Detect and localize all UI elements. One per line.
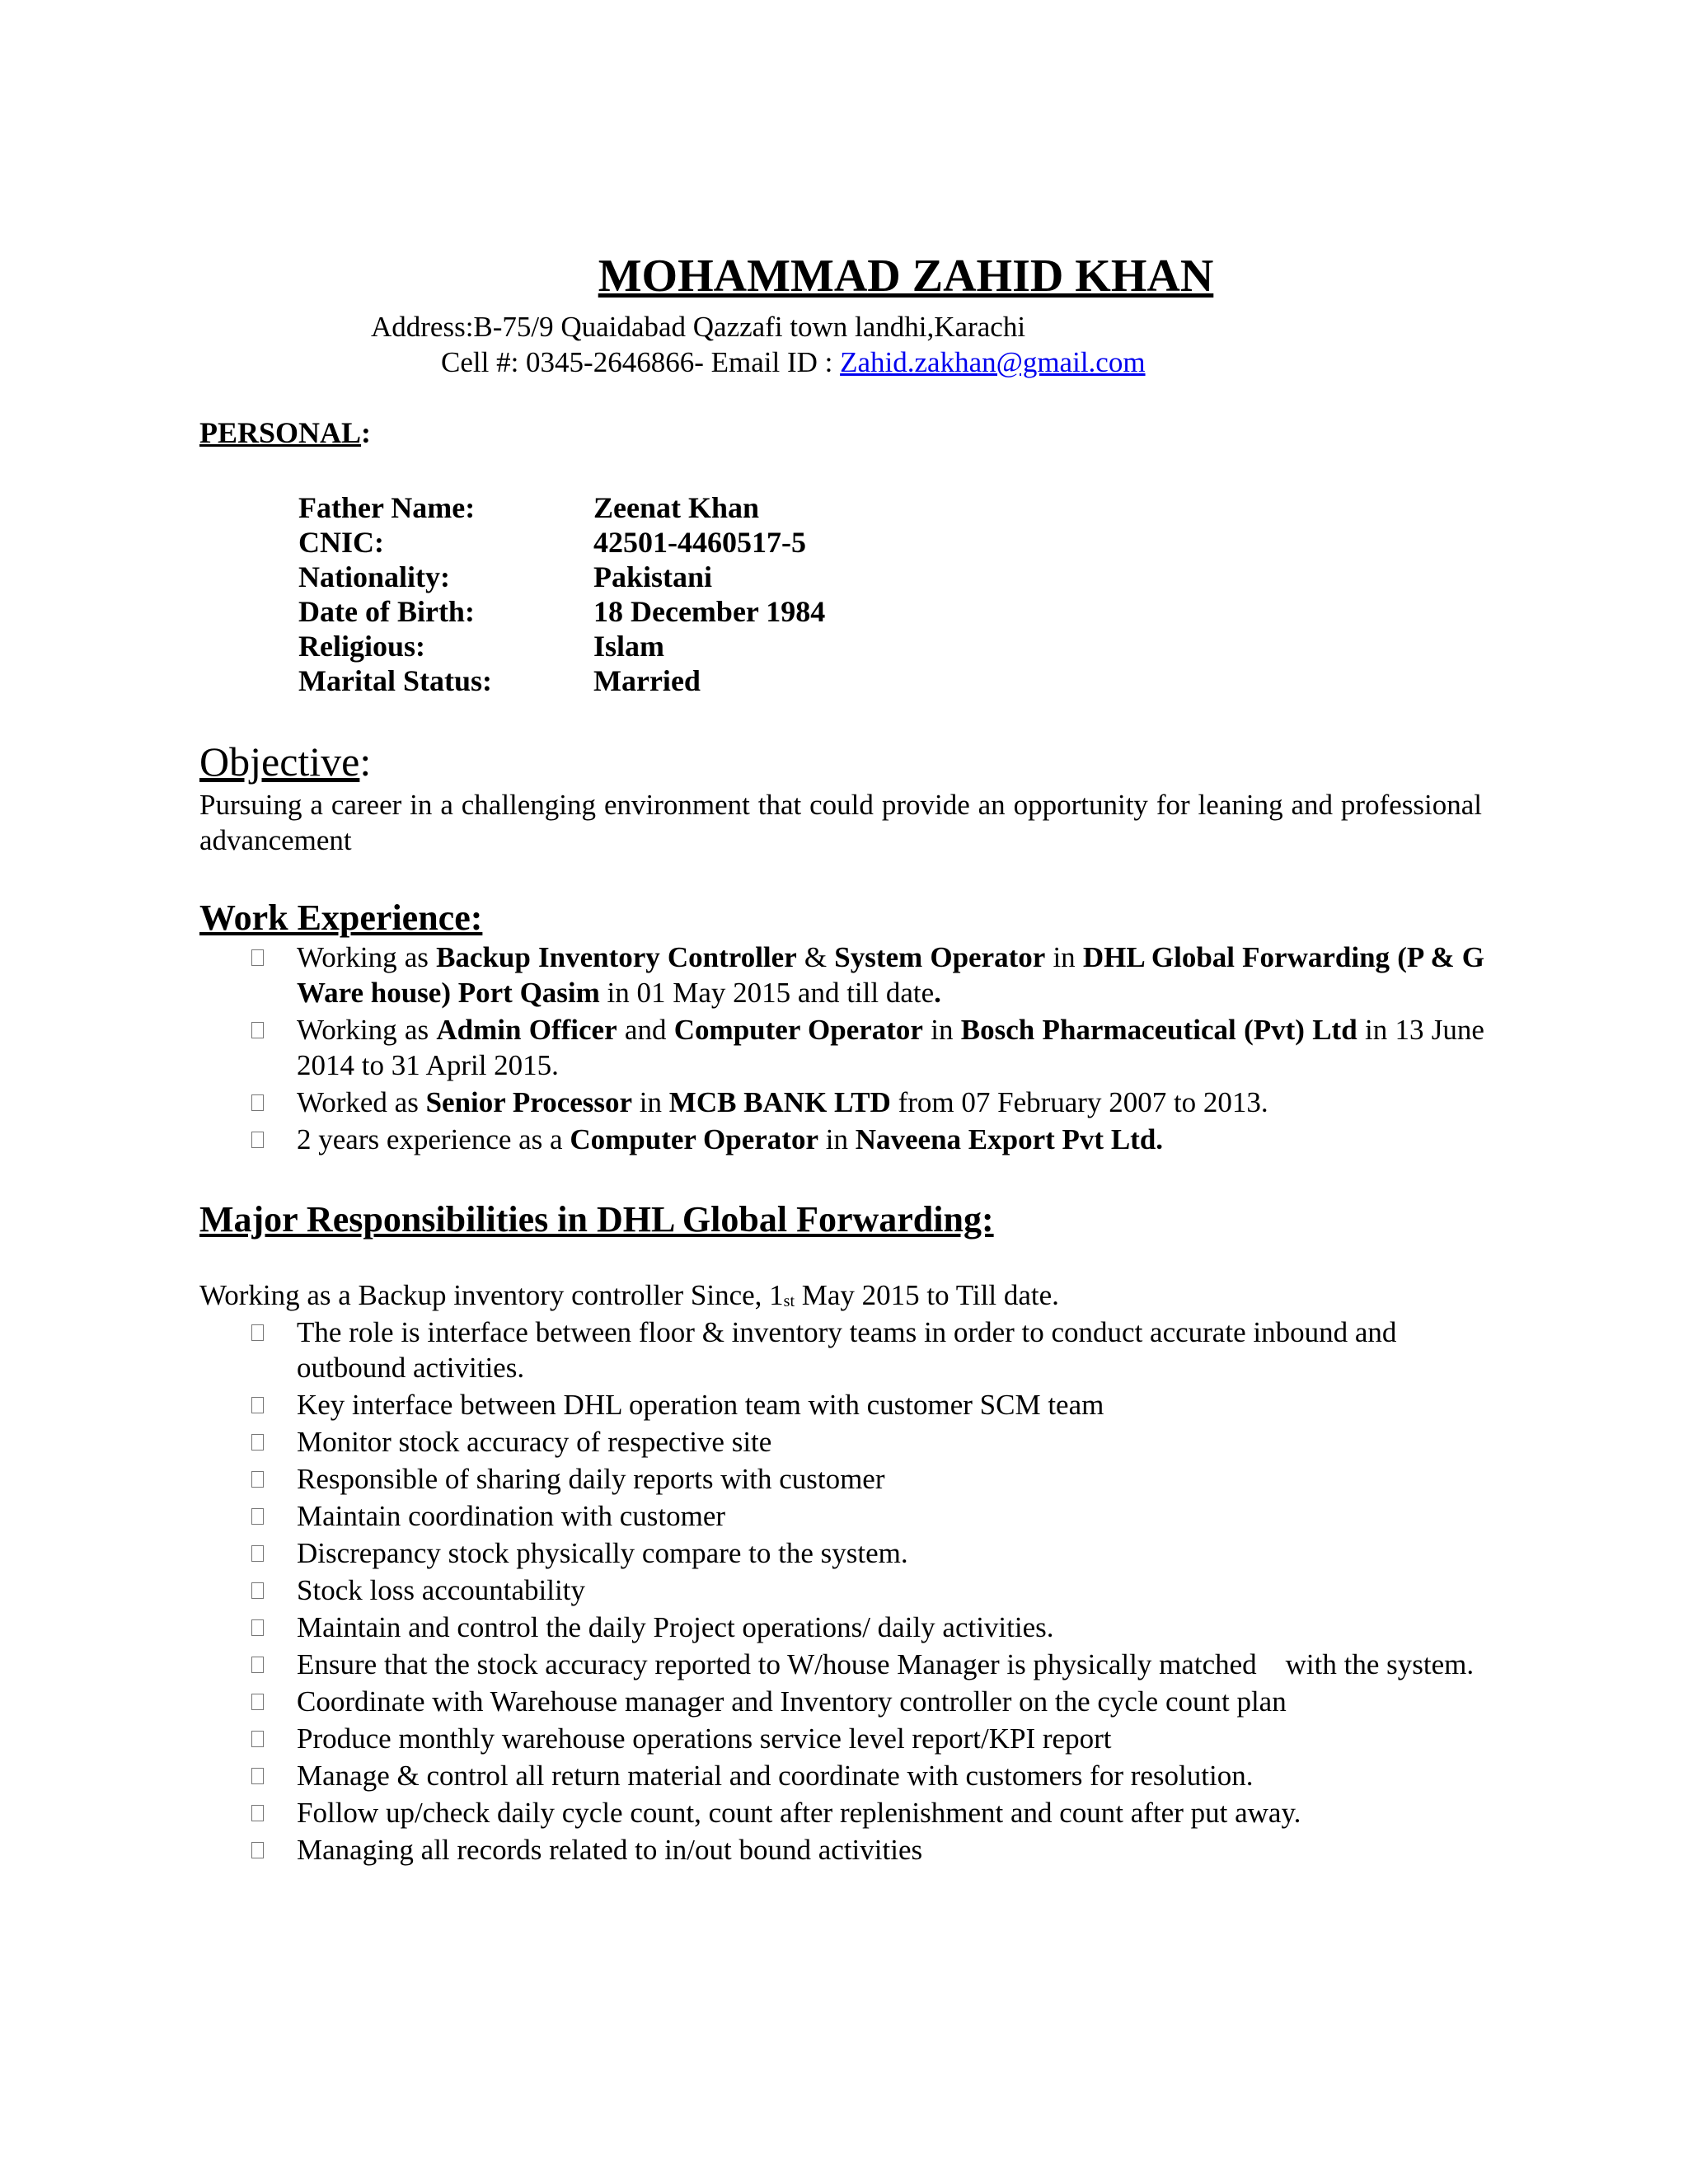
job-title: Admin Officer bbox=[436, 1014, 617, 1046]
list-item bbox=[251, 1758, 1484, 1793]
list-item bbox=[251, 1684, 1484, 1719]
item-text: Produce monthly warehouse operations service level report/KPI report bbox=[297, 1722, 1112, 1755]
item-text: Maintain coordination with customer bbox=[297, 1500, 726, 1532]
checkbox-bullet-icon bbox=[251, 1471, 264, 1488]
checkbox-bullet-icon bbox=[251, 1545, 264, 1562]
info-label: Date of Birth: bbox=[298, 595, 475, 628]
item-text: Key interface between DHL operation team with customer SCM team bbox=[297, 1389, 1104, 1421]
info-label: CNIC: bbox=[298, 526, 384, 559]
responsibilities-heading: Major Responsibilities in DHL Global Forwarding: bbox=[199, 1199, 994, 1240]
item-text: in bbox=[818, 1123, 856, 1155]
info-label: Marital Status: bbox=[298, 664, 492, 697]
objective-heading-colon: : bbox=[359, 738, 372, 785]
checkbox-bullet-icon bbox=[251, 1022, 264, 1038]
checkbox-bullet-icon bbox=[251, 1582, 264, 1599]
info-label: Religious: bbox=[298, 630, 426, 663]
item-text: Manage & control all return material and coordinate with customers for resolution. bbox=[297, 1760, 1254, 1792]
item-text: in bbox=[922, 1014, 961, 1046]
intro-text: May 2015 to Till date. bbox=[795, 1279, 1059, 1311]
objective-text: Pursuing a career in a challenging environment that could provide an opportunity for leaning and professional advancement bbox=[199, 789, 1482, 856]
item-text: Follow up/check daily cycle count, count after replenishment and count after put away. bbox=[297, 1797, 1301, 1829]
list-item bbox=[251, 1647, 1484, 1682]
item-text: Responsible of sharing daily reports with customer bbox=[297, 1463, 885, 1495]
item-text: in bbox=[632, 1086, 669, 1118]
list-item bbox=[251, 1498, 1484, 1534]
company-name: Bosch Pharmaceutical (Pvt) Ltd bbox=[960, 1014, 1357, 1046]
list-item bbox=[251, 1795, 1484, 1830]
checkbox-bullet-icon bbox=[251, 1324, 264, 1341]
info-value: Islam bbox=[593, 630, 665, 663]
list-item bbox=[251, 1315, 1484, 1385]
list-item bbox=[251, 1535, 1484, 1571]
company-name: DHL Global Forwarding (P & G Ware house) Port Qasim bbox=[297, 941, 1484, 1009]
job-title: System Operator bbox=[834, 941, 1046, 973]
list-item bbox=[251, 1461, 1484, 1497]
item-text: Working as bbox=[297, 1014, 437, 1046]
info-label: Nationality: bbox=[298, 560, 450, 593]
info-label: Father Name: bbox=[298, 491, 476, 524]
list-item bbox=[251, 1832, 1484, 1868]
candidate-name-text: MOHAMMAD ZAHID KHAN bbox=[598, 251, 1214, 302]
checkbox-bullet-icon bbox=[251, 1657, 264, 1673]
intro-text: Working as a Backup inventory controller Since, 1 bbox=[199, 1279, 784, 1311]
intro-ordinal: st bbox=[783, 1292, 795, 1310]
item-text: Managing all records related to in/out bound activities bbox=[297, 1834, 923, 1866]
work-experience-heading: Work Experience: bbox=[199, 898, 483, 938]
checkbox-bullet-icon bbox=[251, 1619, 264, 1636]
objective-heading bbox=[199, 736, 371, 787]
checkbox-bullet-icon bbox=[251, 1768, 264, 1784]
work-experience-list bbox=[251, 940, 1484, 1159]
contact-line bbox=[441, 344, 1146, 381]
item-text: & bbox=[796, 941, 835, 973]
checkbox-bullet-icon bbox=[251, 1731, 264, 1747]
responsibilities-intro bbox=[199, 1277, 1059, 1319]
job-title: Backup Inventory Controller bbox=[436, 941, 797, 973]
job-title: Senior Processor bbox=[425, 1086, 633, 1118]
checkbox-bullet-icon bbox=[251, 1842, 264, 1858]
item-text: Worked as bbox=[297, 1086, 426, 1118]
list-item bbox=[251, 940, 1484, 1010]
item-text: Discrepancy stock physically compare to the system. bbox=[297, 1537, 908, 1569]
company-name: MCB BANK LTD bbox=[668, 1086, 891, 1118]
item-text: 2 years experience as a bbox=[297, 1123, 570, 1155]
list-item bbox=[251, 1122, 1484, 1157]
checkbox-bullet-icon bbox=[251, 1397, 264, 1413]
email-link[interactable]: Zahid.zakhan@gmail.com bbox=[840, 346, 1146, 378]
info-value: Zeenat Khan bbox=[593, 491, 760, 524]
item-text: Working as bbox=[297, 941, 437, 973]
responsibilities-list bbox=[251, 1315, 1484, 1869]
item-text: The role is interface between floor & inventory teams in order to conduct accurate inbound and outbound activities. bbox=[297, 1316, 1397, 1384]
list-item bbox=[251, 1085, 1484, 1120]
phone-text: Cell #: 0345-2646866- Email ID : bbox=[441, 346, 841, 378]
list-item bbox=[251, 1572, 1484, 1608]
list-item bbox=[251, 1424, 1484, 1460]
job-title: Computer Operator bbox=[673, 1014, 923, 1046]
list-item bbox=[251, 1721, 1484, 1756]
item-text: Ensure that the stock accuracy reported to W/house Manager is physically matched with the system. bbox=[297, 1648, 1475, 1680]
checkbox-bullet-icon bbox=[251, 1094, 264, 1111]
item-text: in 01 May 2015 and till date bbox=[599, 977, 935, 1009]
list-item bbox=[251, 1387, 1484, 1422]
item-text: from 07 February 2007 to 2013. bbox=[890, 1086, 1268, 1118]
item-text: in 13 June 2014 to 31 April 2015. bbox=[297, 1014, 1484, 1081]
personal-heading bbox=[199, 414, 371, 452]
job-title: Computer Operator bbox=[570, 1123, 818, 1155]
list-item bbox=[251, 1610, 1484, 1645]
personal-heading-colon: : bbox=[361, 416, 372, 449]
company-name: Naveena Export Pvt Ltd. bbox=[855, 1123, 1164, 1155]
item-text: Monitor stock accuracy of respective site bbox=[297, 1426, 772, 1458]
info-value: Married bbox=[593, 664, 701, 697]
item-period: . bbox=[934, 977, 941, 1009]
checkbox-bullet-icon bbox=[251, 1132, 264, 1148]
item-text: Coordinate with Warehouse manager and Inventory controller on the cycle count plan bbox=[297, 1685, 1287, 1718]
item-text: Maintain and control the daily Project operations/ daily activities. bbox=[297, 1611, 1054, 1643]
list-item bbox=[251, 1012, 1484, 1083]
info-value: 42501-4460517-5 bbox=[593, 526, 806, 559]
candidate-name bbox=[0, 247, 1688, 305]
checkbox-bullet-icon bbox=[251, 1805, 264, 1821]
checkbox-bullet-icon bbox=[251, 1694, 264, 1710]
checkbox-bullet-icon bbox=[251, 949, 264, 966]
info-value: Pakistani bbox=[593, 560, 713, 593]
personal-heading-text: PERSONAL bbox=[199, 416, 362, 449]
checkbox-bullet-icon bbox=[251, 1434, 264, 1451]
checkbox-bullet-icon bbox=[251, 1508, 264, 1525]
item-text: and bbox=[617, 1014, 674, 1046]
item-text: in bbox=[1045, 941, 1083, 973]
objective-heading-text: Objective bbox=[199, 738, 360, 785]
item-text: Stock loss accountability bbox=[297, 1574, 585, 1606]
info-value: 18 December 1984 bbox=[593, 595, 826, 628]
address-line: Address:B-75/9 Quaidabad Qazzafi town landhi,Karachi bbox=[371, 311, 1026, 343]
